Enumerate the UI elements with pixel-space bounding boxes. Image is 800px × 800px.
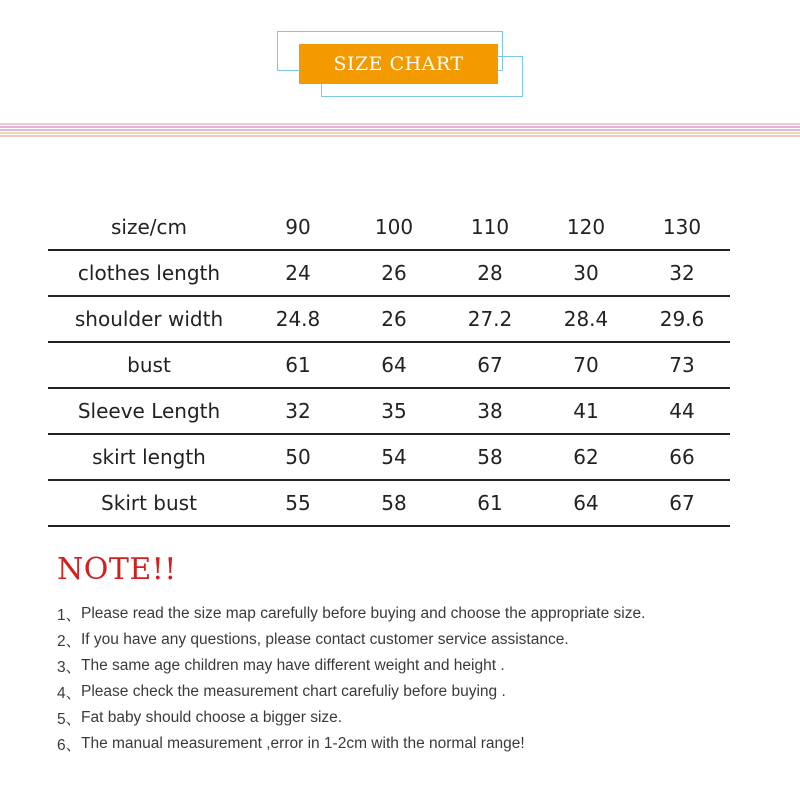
table-row (48, 343, 730, 389)
note-text: If you have any questions, please contact customer service assistance. (81, 631, 569, 648)
table-row (48, 481, 730, 527)
table-cell: 32 (285, 399, 311, 423)
header-size: 100 (374, 214, 414, 239)
note-text: Fat baby should choose a bigger size. (81, 709, 343, 726)
note-text: Please read the size map carefully before buying and choose the appropriate size. (81, 605, 646, 622)
stripe (0, 129, 800, 131)
table-row (48, 389, 730, 435)
table-cell: 24.8 (275, 307, 321, 331)
note-text: The manual measurement ,error in 1-2cm with the normal range! (81, 735, 525, 752)
table-cell: 26 (381, 261, 407, 285)
table-cell: 58 (477, 445, 503, 469)
note-number: 6、 (57, 737, 82, 754)
note-text: The same age children may have different weight and height . (81, 657, 505, 674)
header-size: 110 (470, 214, 510, 239)
table-cell: 55 (285, 491, 311, 515)
table-cell: 44 (669, 399, 695, 423)
table-cell: 27.2 (467, 307, 513, 331)
table-cell: 30 (573, 261, 599, 285)
stripe (0, 123, 800, 125)
table-header-row (48, 204, 730, 251)
row-label: bust (127, 353, 171, 377)
size-table (48, 204, 730, 527)
table-cell: 28.4 (563, 307, 609, 331)
table-cell: 64 (381, 353, 407, 377)
note-item (57, 627, 757, 653)
header-size: 90 (285, 214, 311, 239)
note-number: 1、 (57, 607, 82, 624)
note-number: 2、 (57, 633, 82, 650)
table-cell: 35 (381, 399, 407, 423)
note-number: 4、 (57, 685, 82, 702)
row-label: clothes length (77, 261, 221, 285)
table-cell: 61 (285, 353, 311, 377)
table-cell: 73 (669, 353, 695, 377)
table-row (48, 251, 730, 297)
decorative-stripes (0, 123, 800, 137)
note-number: 3、 (57, 659, 82, 676)
table-cell: 32 (669, 261, 695, 285)
table-cell: 29.6 (659, 307, 705, 331)
note-number: 5、 (57, 711, 82, 728)
table-cell: 61 (477, 491, 503, 515)
table-cell: 62 (573, 445, 599, 469)
row-label: Skirt bust (101, 491, 197, 515)
table-cell: 50 (285, 445, 311, 469)
table-row (48, 435, 730, 481)
stripe (0, 126, 800, 128)
stripe (0, 135, 800, 137)
stripe (0, 132, 800, 134)
table-cell: 58 (381, 491, 407, 515)
row-label: shoulder width (74, 307, 224, 331)
table-cell: 70 (573, 353, 599, 377)
note-text: Please check the measurement chart carefuliy before buying . (81, 683, 506, 700)
table-cell: 54 (381, 445, 407, 469)
note-item (57, 679, 757, 705)
table-cell: 24 (285, 261, 311, 285)
table-cell: 67 (669, 491, 695, 515)
note-item (57, 705, 757, 731)
table-cell: 38 (477, 399, 503, 423)
note-list (57, 601, 757, 757)
note-item (57, 601, 757, 627)
note-title: NOTE!! (57, 552, 177, 587)
header-label: size/cm (111, 214, 187, 239)
table-cell: 67 (477, 353, 503, 377)
note-item (57, 731, 757, 757)
table-cell: 26 (381, 307, 407, 331)
table-cell: 64 (573, 491, 599, 515)
size-chart-badge: SIZE CHART (299, 44, 498, 84)
row-label: Sleeve Length (77, 399, 221, 423)
header-size: 120 (566, 214, 606, 239)
table-row (48, 297, 730, 343)
header-size: 130 (662, 214, 702, 239)
table-cell: 28 (477, 261, 503, 285)
size-chart-header (0, 0, 800, 110)
row-label: skirt length (92, 445, 206, 469)
table-cell: 66 (669, 445, 695, 469)
table-cell: 41 (573, 399, 599, 423)
note-item (57, 653, 757, 679)
